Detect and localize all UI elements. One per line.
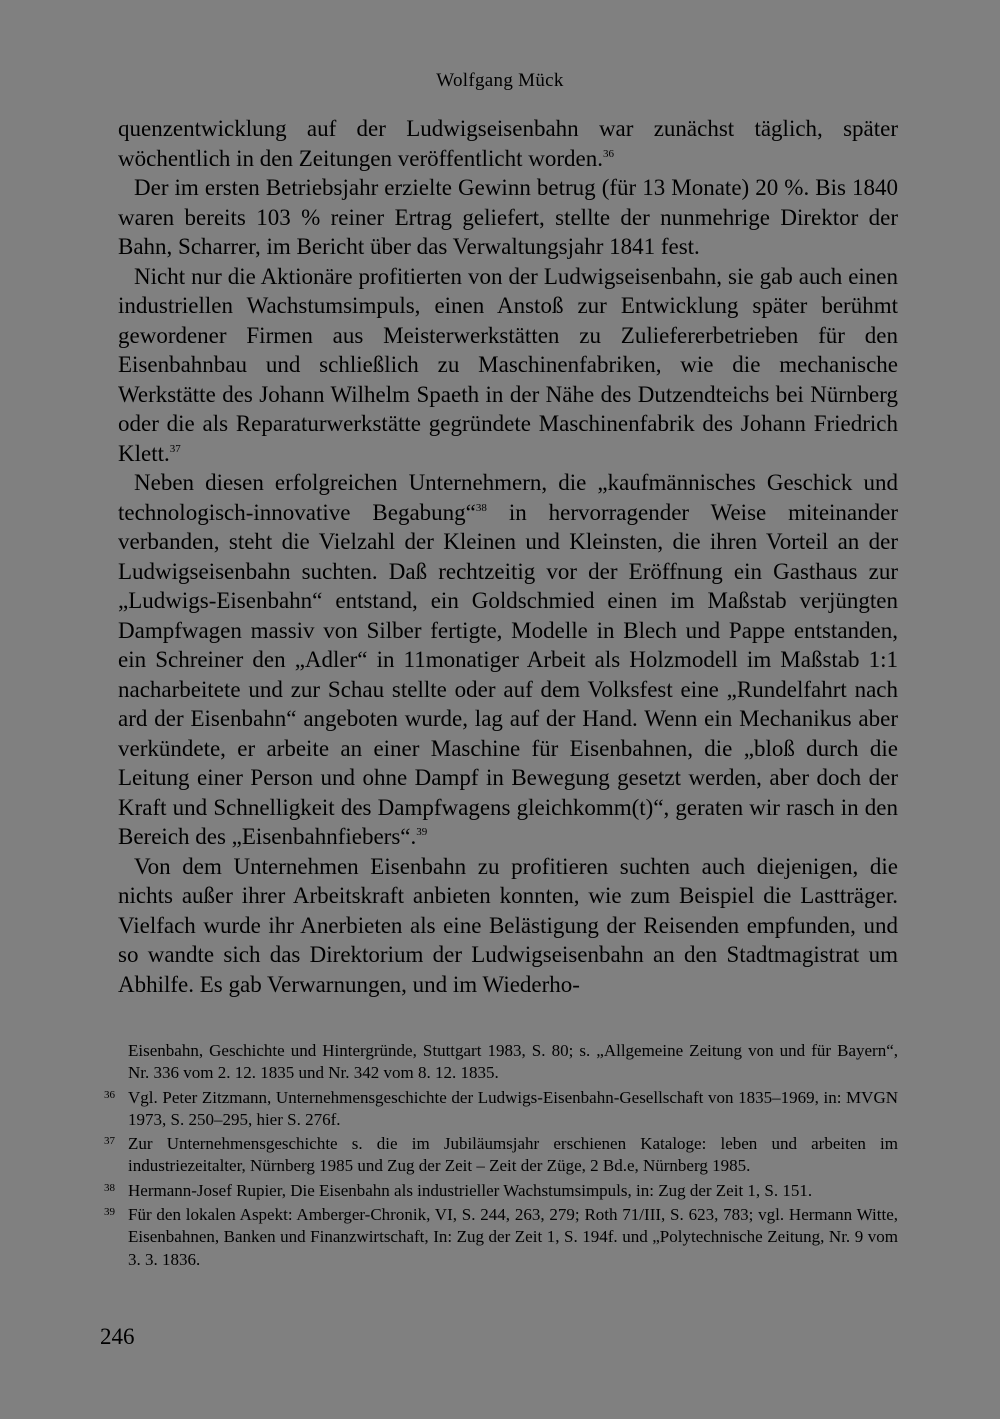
footnote-text: Hermann-Josef Rupier, Die Eisenbahn als industrieller Wachstumsimpuls, in: Zug der Zeit 1, S. 151. <box>128 1180 813 1200</box>
paragraph-1 <box>118 114 898 173</box>
footnote-continued <box>104 1040 898 1085</box>
paragraph-5 <box>118 852 898 1000</box>
footnote-text: Vgl. Peter Zitzmann, Unternehmensgeschichte der Ludwigs-Eisenbahn-Gesellschaft von 1835–1969, in: MVGN 1973, S. 250–295, hier S. 276f. <box>128 1087 898 1129</box>
footnote-continued-text: Eisenbahn, Geschichte und Hintergründe, Stuttgart 1983, S. 80; s. „Allgemeine Zeitung von und für Bayern“, Nr. 336 vom 2. 12. 1835 und Nr. 342 vom 8. 12. 1835. <box>128 1041 898 1083</box>
footnote-ref-37[interactable]: 37 <box>169 442 181 455</box>
paragraph-4-text-a: Neben diesen erfolgreichen Unternehmern, die „kaufmännisches Geschick und technologisch-innovative Begabung“ <box>118 470 898 525</box>
footnote-number: 39 <box>104 1206 115 1219</box>
paragraph-5-text: Von dem Unternehmen Eisenbahn zu profitieren suchten auch diejenigen, die nichts außer ihrer Arbeitskraft anbieten konnten, wie zum Beispiel die Lastträger. Vielfach wurde ihr Anerbieten als eine Belästigung der Reisenden empfunden, und so wandte sich das Direktorium der Ludwigseisenbahn an den Stadtmagistrat um Abhilfe. Es gab Verwarnungen, und im Wiederho- <box>118 853 898 997</box>
paragraph-3-text: Nicht nur die Aktionäre profitierten von der Ludwigseisenbahn, sie gab auch einen industriellen Wachstumsimpuls, einen Anstoß zur Entwicklung später berühmt gewordener Firmen aus Meisterwerkstätten zu Zuliefererbetrieben für den Eisenbahnbau und schließlich zu Maschinenfabriken, wie die mechanische Werkstätte des Johann Wilhelm Spaeth in der Nähe des Dutzendteichs bei Nürnberg oder die als Reparaturwerkstätte gegründete Maschinenfabrik des Johann Friedrich Klett. <box>118 263 898 466</box>
footnotes <box>104 1040 898 1273</box>
paragraph-4 <box>118 468 898 852</box>
paragraph-1-text: quenzentwicklung auf der Ludwigseisenbahn war zunächst täglich, später wöchentlich in den Zeitungen veröffentlicht worden. <box>118 116 898 171</box>
paragraph-2-text: Der im ersten Betriebsjahr erzielte Gewinn betrug (für 13 Monate) 20 %. Bis 1840 waren bereits 103 % reiner Ertrag geliefert, stellte der nunmehrige Direktor der Bahn, Scharrer, im Bericht über das Verwaltungsjahr 1841 fest. <box>118 175 898 259</box>
footnote-ref-36[interactable]: 36 <box>602 147 614 160</box>
running-head: Wolfgang Mück <box>436 70 564 91</box>
footnote-number: 36 <box>104 1088 115 1101</box>
footnote-number: 38 <box>104 1181 115 1194</box>
footnote-38 <box>104 1180 898 1202</box>
footnote-36 <box>104 1087 898 1132</box>
footnote-number: 37 <box>104 1135 115 1148</box>
footnote-39 <box>104 1204 898 1271</box>
page-number: 246 <box>100 1324 135 1349</box>
paragraph-2 <box>118 173 898 262</box>
footnote-text: Zur Unternehmensgeschichte s. die im Jubiläumsjahr erschienen Kataloge: leben und arbeiten im industriezeitalter, Nürnberg 1985 und Zug der Zeit – Zeit der Züge, 2 Bd.e, Nürnberg 1985. <box>128 1134 898 1176</box>
footnote-ref-39[interactable]: 39 <box>416 826 428 838</box>
footnote-37 <box>104 1133 898 1178</box>
footnote-text: Für den lokalen Aspekt: Amberger-Chronik, VI, S. 244, 263, 279; Roth 71/III, S. 623, 783; vgl. Hermann Witte, Eisenbahnen, Banken und Finanzwirtschaft, In: Zug der Zeit 1, S. 194f. und „Polytechnische Zeitung, Nr. 9 vom 3. 3. 1836. <box>128 1205 898 1269</box>
paragraph-4-text-b: in hervorragender Weise miteinander verbanden, steht die Vielzahl der Kleinen und Kleinsten, die ihren Vorteil an der Ludwigseisenbahn suchten. Daß rechtzeitig vor der Eröffnung ein Gasthaus zur „Ludwigs-Eisenbahn“ entstand, ein Goldschmied einen im Maßstab verjüngten Dampfwagen massiv von Silber fertigte, Modelle in Blech und Pappe entstanden, ein Schreiner den „Adler“ in 11monatiger Arbeit als Holzmodell im Maßstab 1:1 nacharbeitete und zur Schau stellte oder auf dem Volksfest eine „Rundelfahrt nach ard der Eisenbahn“ angeboten wurde, lag auf der Hand. Wenn ein Mechanikus aber verkündete, er arbeite an einer Maschine für Eisenbahnen, die „bloß durch die Leitung einer Person und ohne Dampf in Bewegung gesetzt werden, aber doch der Kraft und Schnelligkeit des Dampfwagens gleichkomm(t)“, geraten wir rasch in den Bereich des „Eisenbahnfiebers“. <box>118 499 898 849</box>
main-text <box>118 114 898 999</box>
paragraph-3 <box>118 262 898 469</box>
footnote-ref-38[interactable]: 38 <box>475 501 487 514</box>
